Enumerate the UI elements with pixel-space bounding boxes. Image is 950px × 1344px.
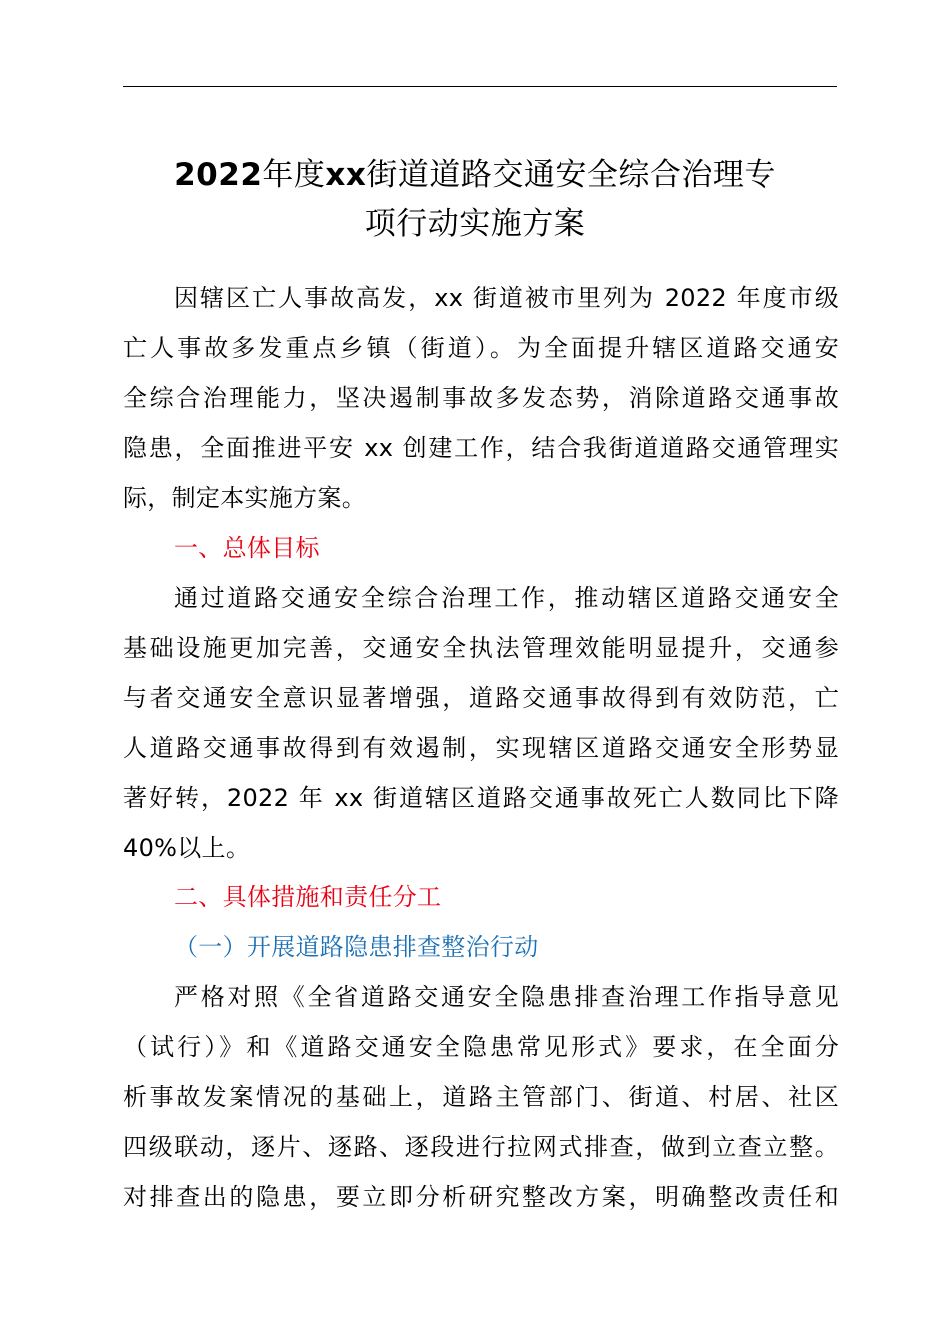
document-title-line-2: 项行动实施方案 (364, 206, 586, 242)
section-1-line: 通过道路交通安全综合治理工作，推动辖区道路交通安全 (174, 584, 839, 612)
document-title-line-1 (100, 150, 850, 200)
section-1-line: 与者交通安全意识显著增强，道路交通事故得到有效防范，亡 (123, 684, 839, 712)
intro-line: 亡人事故多发重点乡镇（街道）。为全面提升辖区道路交通安 (123, 334, 839, 362)
subsection-1-line: 严格对照《全省道路交通安全隐患排查治理工作指导意见 (174, 983, 839, 1011)
section-heading-overall-goal: 一、总体目标 (174, 534, 320, 562)
section-1-line: 著好转，2022 年 xx 街道辖区道路交通事故死亡人数同比下降 (123, 784, 839, 812)
title-year-suffix: 年度 (262, 157, 326, 193)
title-year: 2022 (174, 157, 263, 193)
intro-line: 全综合治理能力，坚决遏制事故多发态势，消除道路交通事故 (123, 384, 839, 412)
header-rule (123, 86, 837, 87)
section-1-line: 40%以上。 (123, 834, 251, 862)
intro-line: 隐患，全面推进平安 xx 创建工作，结合我街道道路交通管理实 (123, 434, 839, 462)
title-xx: xx (325, 157, 367, 193)
intro-line: 际，制定本实施方案。 (123, 484, 366, 512)
section-1-line: 基础设施更加完善，交通安全执法管理效能明显提升，交通参 (123, 634, 839, 662)
section-heading-measures: 二、具体措施和责任分工 (174, 883, 442, 911)
section-1-line: 人道路交通事故得到有效遏制，实现辖区道路交通安全形势显 (123, 734, 839, 762)
subsection-1-line: 析事故发案情况的基础上，道路主管部门、街道、村居、社区 (123, 1083, 839, 1111)
subsection-1-line: （试行）》和《道路交通安全隐患常见形式》要求，在全面分 (123, 1033, 839, 1061)
title-rest: 街道道路交通安全综合治理专 (366, 157, 776, 193)
intro-line: 因辖区亡人事故高发，xx 街道被市里列为 2022 年度市级 (174, 284, 839, 312)
subsection-1-line: 对排查出的隐患，要立即分析研究整改方案，明确整改责任和 (123, 1183, 839, 1211)
subsection-heading-hazard-inspection: （一）开展道路隐患排查整治行动 (174, 933, 539, 961)
subsection-1-line: 四级联动，逐片、逐路、逐段进行拉网式排查，做到立查立整。 (123, 1133, 839, 1161)
